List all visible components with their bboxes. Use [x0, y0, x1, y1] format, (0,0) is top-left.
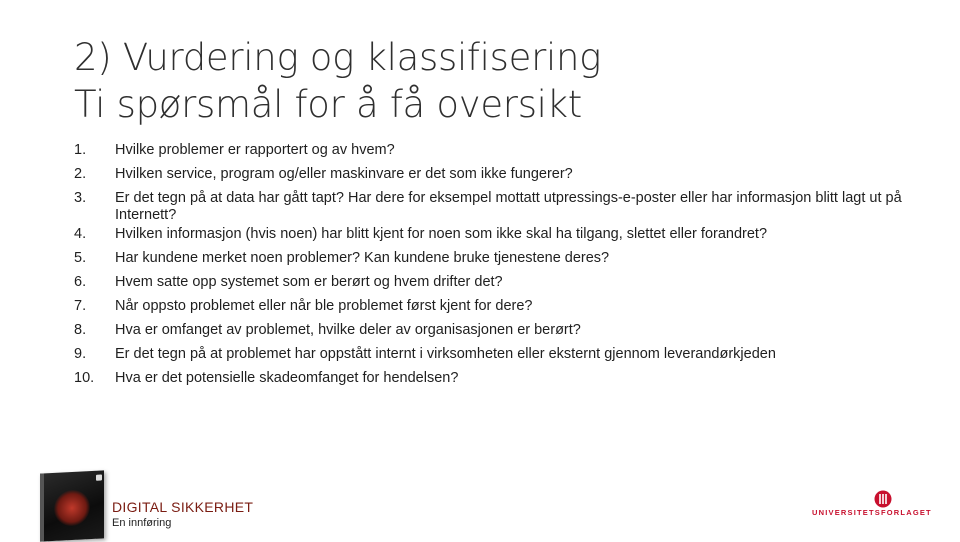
- item-number: 9.: [74, 346, 87, 362]
- item-number: 4.: [74, 226, 87, 242]
- item-text: Hvilken informasjon (hvis noen) har blitt kjent for noen som ikke skal ha tilgang, slettet eller forandret?: [115, 226, 768, 242]
- item-text: Hvilken service, program og/eller maskinvare er det som ikke fungerer?: [115, 166, 573, 182]
- item-number: 6.: [74, 274, 87, 290]
- item-text: Hvem satte opp systemet som er berørt og hvem drifter det?: [115, 274, 503, 290]
- item-text: Er det tegn på at problemet har oppstått internt i virksomheten eller eksternt gjennom leverandørkjeden: [115, 346, 776, 362]
- item-number: 3.: [74, 190, 87, 206]
- item-number: 8.: [74, 322, 87, 338]
- list-item: [74, 226, 904, 243]
- question-list: [74, 142, 904, 394]
- list-item: [74, 298, 904, 315]
- publisher-logo-icon: [874, 490, 892, 508]
- list-item: [74, 250, 904, 267]
- publisher-name: UNIVERSITETSFORLAGET: [812, 508, 932, 517]
- list-item: [74, 142, 904, 159]
- item-text: Hva er omfanget av problemet, hvilke deler av organisasjonen er berørt?: [115, 322, 581, 338]
- book-title: DIGITAL SIKKERHET: [112, 499, 254, 515]
- item-text: Hva er det potensielle skadeomfanget for hendelsen?: [115, 370, 459, 386]
- list-item: [74, 346, 904, 363]
- item-number: 10.: [74, 370, 95, 386]
- list-item: [74, 370, 904, 387]
- slide-title-line-2: Ti spørsmål for å få oversikt: [74, 83, 582, 126]
- list-item: [74, 274, 904, 291]
- slide-title-line-1: 2) Vurdering og klassifisering: [74, 36, 602, 79]
- book-cover-image: [40, 470, 104, 541]
- item-number: 5.: [74, 250, 87, 266]
- item-text: Når oppsto problemet eller når ble problemet først kjent for dere?: [115, 298, 533, 314]
- item-text: Er det tegn på at data har gått tapt? Har dere for eksempel mottatt utpressings-e-poster eller har informasjon blitt lagt ut på Internett?: [115, 190, 902, 223]
- list-item: [74, 322, 904, 339]
- item-text: Hvilke problemer er rapportert og av hvem?: [115, 142, 395, 158]
- item-number: 7.: [74, 298, 87, 314]
- list-item: [74, 190, 904, 224]
- item-number: 1.: [74, 142, 87, 158]
- item-text: Har kundene merket noen problemer? Kan kundene bruke tjenestene deres?: [115, 250, 610, 266]
- list-item: [74, 166, 904, 183]
- item-number: 2.: [74, 166, 87, 182]
- book-subtitle: En innføring: [112, 517, 172, 529]
- slide-title: [74, 34, 601, 128]
